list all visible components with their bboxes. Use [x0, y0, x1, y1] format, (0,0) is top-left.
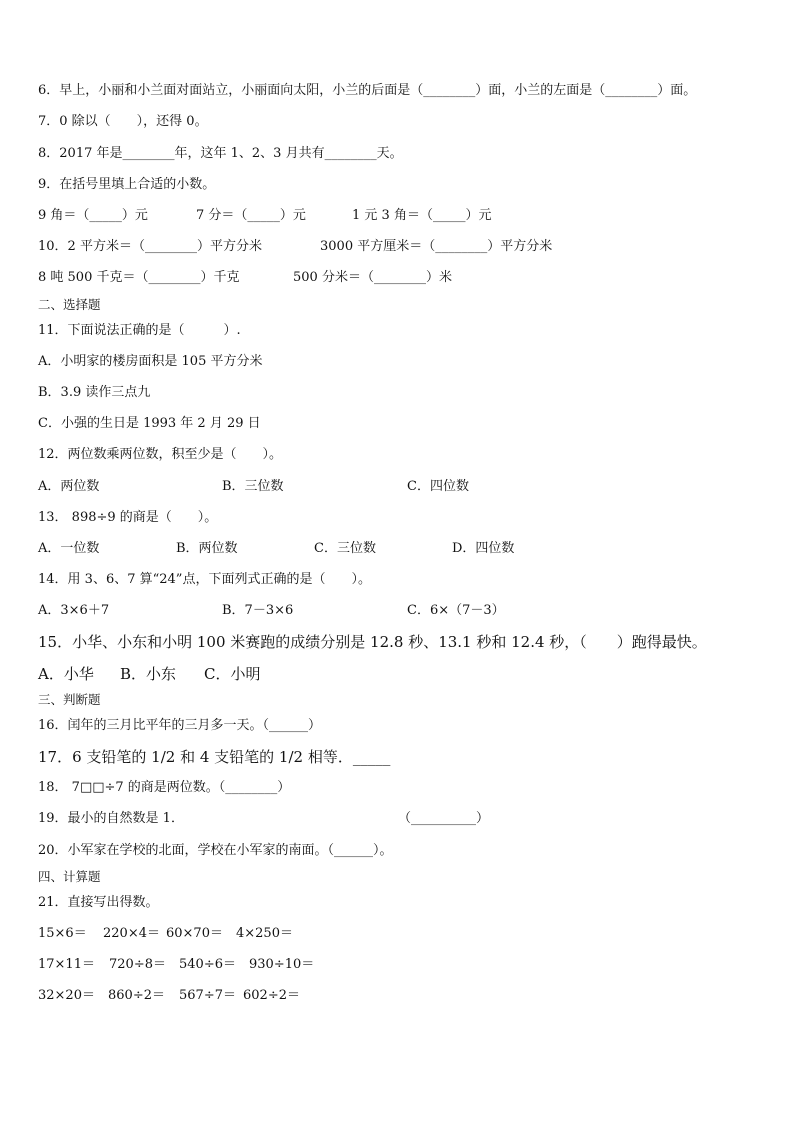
q11-option-c: C．小强的生日是 1993 年 2 月 29 日 [38, 416, 261, 431]
q15-option-b: B．小东 [120, 665, 177, 683]
q19-answer-blank: （__________） [398, 811, 490, 826]
calc-item: 567÷7＝ [179, 988, 236, 1003]
question-12: 12．两位数乘两位数，积至少是（ ）。 [38, 447, 283, 462]
q15-option-a: A．小华 [38, 665, 94, 683]
section-3-heading: 三、判断题 [38, 692, 101, 707]
question-21: 21．直接写出得数。 [38, 895, 159, 910]
calc-item: 860÷2＝ [108, 988, 165, 1003]
question-9: 9．在括号里填上合适的小数。 [38, 177, 216, 192]
question-19: 19．最小的自然数是 1． [38, 811, 184, 826]
question-7: 7．0 除以（ ），还得 0。 [38, 114, 208, 129]
calc-item: 930÷10＝ [249, 957, 315, 972]
q14-option-b: B．7－3×6 [222, 603, 294, 618]
calc-item: 602÷2＝ [243, 988, 300, 1003]
question-14: 14．用 3、6、7 算“24”点，下面列式正确的是（ ）。 [38, 572, 371, 587]
calc-item: 17×11＝ [38, 957, 95, 972]
section-4-heading: 四、计算题 [38, 869, 101, 884]
q9-item-1: 9 角＝（_____）元 [38, 208, 148, 223]
q14-option-c: C．6×（7－3） [407, 603, 505, 618]
q12-option-b: B．三位数 [222, 479, 284, 494]
calc-item: 15×6＝ [38, 926, 87, 941]
q9-item-3: 1 元 3 角＝（_____）元 [352, 208, 492, 223]
calc-item: 60×70＝ [166, 926, 223, 941]
q13-option-b: B．两位数 [176, 541, 238, 556]
question-20: 20．小军家在学校的北面，学校在小军家的南面。（______）。 [38, 843, 393, 858]
question-15: 15．小华、小东和小明 100 米赛跑的成绩分别是 12.8 秒、13.1 秒和 12.4 秒，（ ）跑得最快。 [38, 633, 707, 651]
question-11: 11．下面说法正确的是（ ）. [38, 323, 241, 338]
question-10-part-4: 500 分米＝（________）米 [293, 270, 452, 285]
q13-option-a: A．一位数 [38, 541, 100, 556]
question-10-part-3: 8 吨 500 千克＝（________）千克 [38, 270, 240, 285]
question-10-part-2: 3000 平方厘米＝（________）平方分米 [320, 239, 553, 254]
calc-item: 540÷6＝ [179, 957, 236, 972]
q15-option-c: C．小明 [204, 665, 261, 683]
q11-option-b: B．3.9 读作三点九 [38, 385, 151, 400]
question-13: 13． 898÷9 的商是（ ）。 [38, 510, 218, 525]
calc-item: 220×4＝ [103, 926, 160, 941]
q12-option-a: A．两位数 [38, 479, 100, 494]
calc-item: 32×20＝ [38, 988, 95, 1003]
question-6: 6．早上，小丽和小兰面对面站立，小丽面向太阳，小兰的后面是（________）面，小兰的左面是（________）面。 [38, 83, 697, 98]
question-18: 18． 7□□÷7 的商是两位数。（________） [38, 780, 291, 795]
question-10-part-1: 10．2 平方米＝（________）平方分米 [38, 239, 262, 254]
question-8: 8．2017 年是________年，这年 1、2、3 月共有________天。 [38, 146, 403, 161]
q13-option-c: C．三位数 [314, 541, 376, 556]
section-2-heading: 二、选择题 [38, 297, 101, 312]
question-16: 16．闰年的三月比平年的三月多一天。（______） [38, 718, 322, 733]
calc-item: 4×250＝ [236, 926, 293, 941]
calc-item: 720÷8＝ [109, 957, 166, 972]
q12-option-c: C．四位数 [407, 479, 469, 494]
q14-option-a: A．3×6＋7 [38, 603, 110, 618]
question-17: 17．6 支铅笔的 1/2 和 4 支铅笔的 1/2 相等．_____ [38, 748, 391, 766]
q11-option-a: A．小明家的楼房面积是 105 平方分米 [38, 354, 263, 369]
q13-option-d: D．四位数 [452, 541, 515, 556]
q9-item-2: 7 分＝（_____）元 [196, 208, 306, 223]
